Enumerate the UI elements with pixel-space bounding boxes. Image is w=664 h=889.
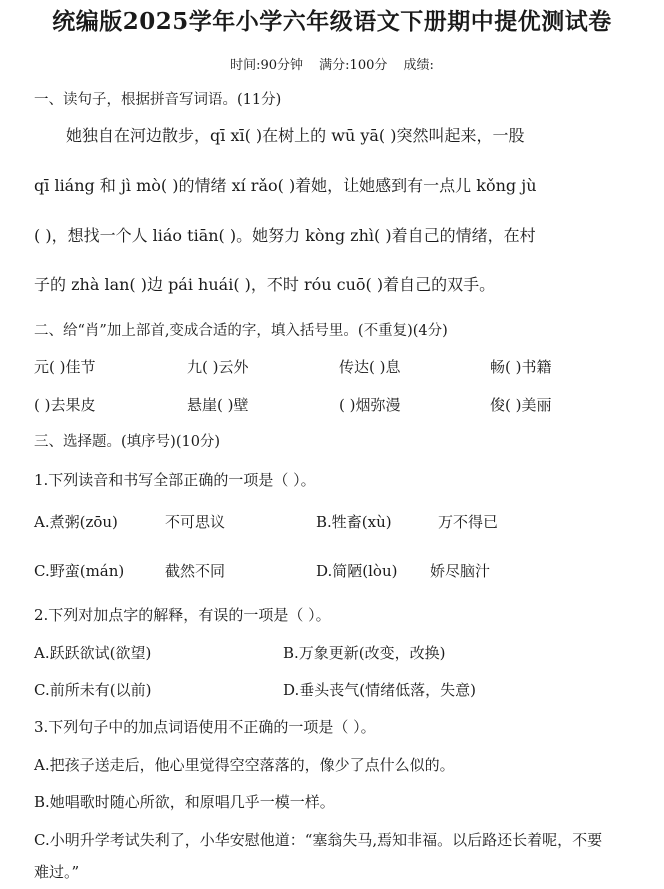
question-3-option-b: B.她唱歌时随心所欲，和原唱几乎一模一样。 (34, 793, 335, 811)
exam-result: 成绩: (403, 58, 434, 73)
question-1-option-c-word: 截然不同 (165, 562, 226, 580)
section1-heading: 一、读句子，根据拼音写词语。(11分) (34, 92, 282, 108)
question-2-option-a: A.跃跃欲试(欲望) (34, 644, 152, 662)
page-title: 统编版2025学年小学六年级语文下册期中提优测试卷 (52, 8, 612, 35)
section1-line-4: 子的 zhà lan( )边 pái huái( )，不时 róu cuō( )着自己的双手。 (34, 275, 496, 294)
section2-item: 九( )云外 (187, 358, 249, 376)
question-1-option-a-word: 不可思议 (165, 513, 226, 531)
section3-heading: 三、选择题。(填序号)(10分) (34, 434, 221, 450)
section1-line-2: qī liáng 和 jì mò( )的情绪 xí rǎo( )着她，让她感到有一点儿 kǒng jù (34, 176, 537, 195)
section2-heading: 二、给“肖”加上部首,变成合适的字，填入括号里。(不重复)(4分) (34, 323, 448, 339)
question-1-option-d: D.简陋(lòu) (316, 562, 398, 580)
question-1-option-c: C.野蛮(mán) (34, 562, 125, 580)
question-3-stem: 3.下列句子中的加点词语使用不正确的一项是（ ）。 (34, 718, 376, 736)
question-3-option-a: A.把孩子送走后，他心里觉得空空落落的，像少了点什么似的。 (34, 756, 455, 774)
question-1-option-b-word: 万不得已 (438, 513, 499, 531)
section2-item: ( )去果皮 (34, 396, 96, 414)
question-1-stem: 1.下列读音和书写全部正确的一项是（ ）。 (34, 471, 316, 489)
section2-item: 元( )佳节 (34, 358, 96, 376)
question-1-option-d-word: 娇尽脑汁 (430, 562, 491, 580)
question-2-option-d: D.垂头丧气(情绪低落，失意) (283, 681, 476, 699)
section2-item: 俊( )美丽 (490, 396, 552, 414)
section2-item: 畅( )书籍 (490, 358, 552, 376)
question-1-option-b: B.牲畜(xù) (316, 513, 392, 531)
exam-full-score: 满分:100分 (319, 58, 388, 73)
exam-meta (0, 56, 664, 76)
question-3-option-c: C.小明升学考试失利了，小华安慰他道：“塞翁失马,焉知非福。以后路还长着呢，不要 (34, 831, 603, 849)
exam-time: 时间:90分钟 (230, 58, 304, 73)
question-2-option-c: C.前所未有(以前) (34, 681, 152, 699)
section2-item: 传达( )息 (339, 358, 401, 376)
question-3-option-c-cont: 难过。” (34, 863, 80, 881)
question-1-option-a: A.煮粥(zōu) (34, 513, 118, 531)
question-2-option-b: B.万象更新(改变，改换) (283, 644, 446, 662)
section1-line-1: 她独自在河边散步，qī xī( )在树上的 wū yā( )突然叫起来，一股 (66, 126, 525, 145)
section1-line-3: ( )，想找一个人 liáo tiān( )。她努力 kòng zhì( )着自己的情绪，在村 (34, 226, 536, 245)
section2-item: 悬崖( )壁 (187, 396, 249, 414)
section2-item: ( )烟弥漫 (339, 396, 401, 414)
question-2-stem: 2.下列对加点字的解释，有误的一项是（ ）。 (34, 606, 331, 624)
